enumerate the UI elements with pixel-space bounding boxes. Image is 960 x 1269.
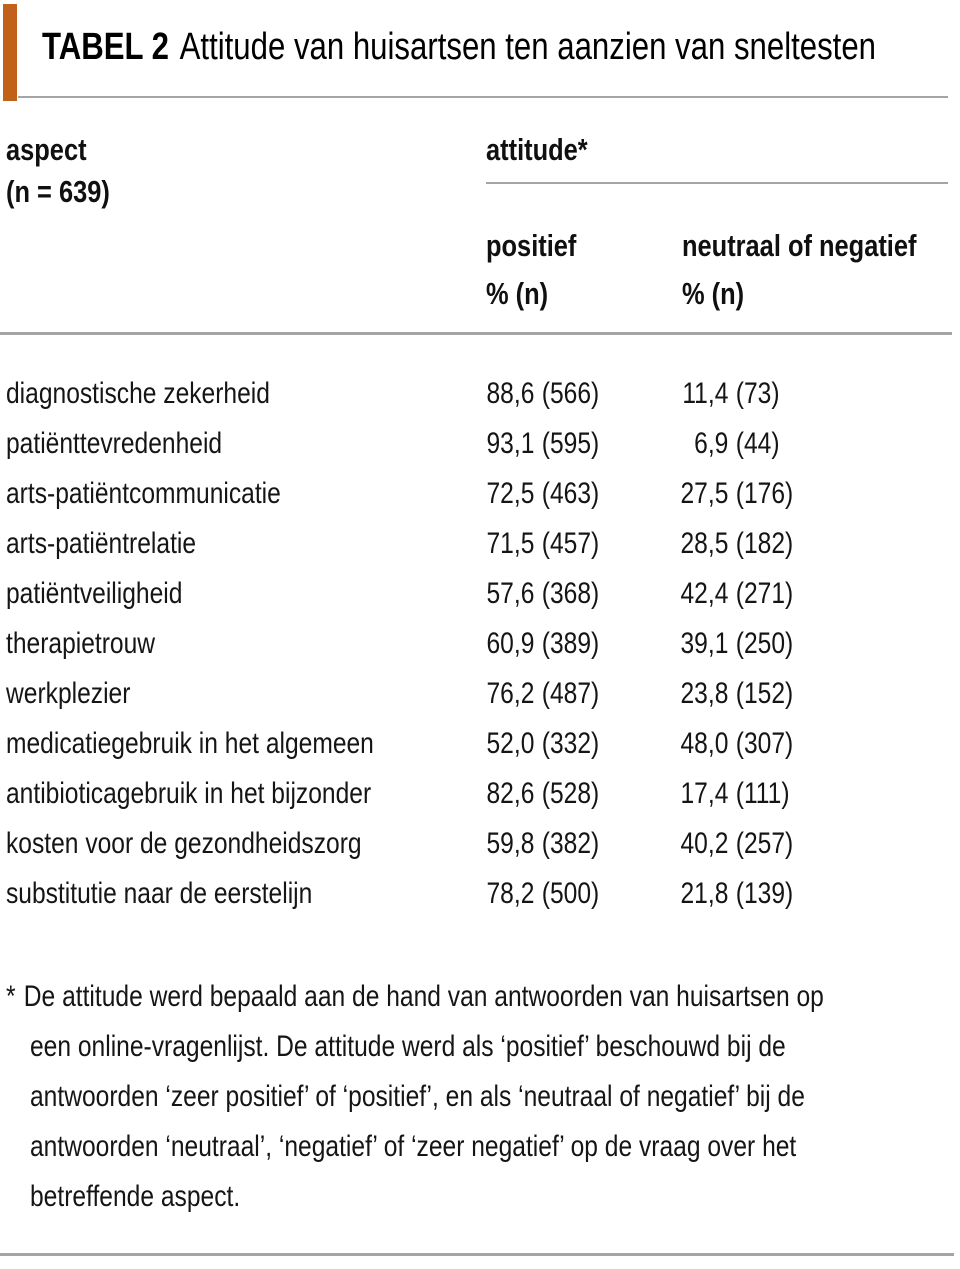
table-row (0, 519, 960, 569)
attitude-group-rule (486, 182, 948, 184)
neutraal-pct: 40,2 (680, 827, 729, 860)
footnote (6, 972, 956, 1222)
positief-value (486, 819, 599, 869)
table-row (0, 419, 960, 469)
table-row (0, 619, 960, 669)
positief-value (486, 619, 599, 669)
neutraal-pct: 17,4 (680, 777, 729, 810)
neutraal-pct: 23,8 (680, 677, 729, 710)
table-row (0, 769, 960, 819)
accent-bar (3, 4, 17, 101)
header-neutraal: neutraal of negatief (682, 228, 917, 263)
positief-n: (332) (541, 727, 600, 760)
neutraal-pct: 27,5 (680, 477, 729, 510)
table-row (0, 369, 960, 419)
neutraal-pct: 48,0 (680, 727, 729, 760)
positief-value (486, 719, 599, 769)
table-row (0, 469, 960, 519)
header-neutraal-unit: % (n) (682, 276, 745, 311)
neutraal-value (680, 569, 793, 619)
neutraal-n: (307) (735, 727, 794, 760)
positief-n: (528) (541, 777, 600, 810)
positief-pct: 76,2 (486, 677, 535, 710)
table-row (0, 669, 960, 719)
neutraal-pct: 21,8 (680, 877, 729, 910)
footnote-line: antwoorden ‘zeer positief’ of ‘positief’, en als ‘neutraal of negatief’ bij de (30, 1080, 805, 1113)
table-row (0, 719, 960, 769)
row-label: kosten voor de gezondheidszorg (6, 827, 362, 860)
neutraal-value (680, 619, 793, 669)
positief-value (486, 569, 599, 619)
row-label: antibioticagebruik in het bijzonder (6, 777, 372, 810)
header-positief-unit: % (n) (486, 276, 549, 311)
neutraal-value (680, 669, 793, 719)
positief-value (486, 519, 599, 569)
positief-n: (382) (541, 827, 600, 860)
positief-n: (457) (541, 527, 600, 560)
row-label: patiënttevredenheid (6, 427, 223, 460)
neutraal-n: (139) (735, 877, 794, 910)
row-label: werkplezier (6, 677, 131, 710)
positief-pct: 78,2 (486, 877, 535, 910)
neutraal-n: (111) (735, 777, 790, 810)
positief-pct: 57,6 (486, 577, 535, 610)
positief-pct: 82,6 (486, 777, 535, 810)
header-positief: positief (486, 228, 577, 263)
positief-pct: 93,1 (486, 427, 535, 460)
row-label: arts-patiëntcommunicatie (6, 477, 281, 510)
positief-value (486, 469, 599, 519)
footnote-text: De attitude werd bepaald aan de hand van antwoorden van huisartsen op (23, 980, 824, 1013)
neutraal-n: (152) (735, 677, 794, 710)
neutraal-pct: 39,1 (680, 627, 729, 660)
neutraal-value (680, 819, 793, 869)
positief-pct: 72,5 (486, 477, 535, 510)
positief-pct: 59,8 (486, 827, 535, 860)
positief-value (486, 369, 599, 419)
positief-n: (566) (541, 377, 600, 410)
header-bottom-rule (0, 332, 952, 335)
neutraal-value (680, 419, 780, 469)
positief-pct: 71,5 (486, 527, 535, 560)
positief-value (486, 869, 599, 919)
positief-n: (487) (541, 677, 600, 710)
neutraal-n: (250) (735, 627, 794, 660)
table-caption: Attitude van huisartsen ten aanzien van sneltesten (179, 26, 877, 68)
neutraal-value (680, 719, 793, 769)
neutraal-value (680, 519, 793, 569)
neutraal-n: (73) (735, 377, 780, 410)
positief-n: (389) (541, 627, 600, 660)
table-body (0, 369, 960, 919)
table-row (0, 869, 960, 919)
row-label: diagnostische zekerheid (6, 377, 270, 410)
neutraal-n: (176) (735, 477, 794, 510)
footnote-line: antwoorden ‘neutraal’, ‘negatief’ of ‘zeer negatief’ op de vraag over het (30, 1130, 797, 1163)
table-title (42, 22, 876, 72)
row-label: therapietrouw (6, 627, 156, 660)
neutraal-pct: 42,4 (680, 577, 729, 610)
neutraal-pct: 6,9 (694, 427, 729, 460)
positief-n: (368) (541, 577, 600, 610)
header-attitude-group: attitude* (486, 132, 588, 167)
neutraal-value (680, 469, 793, 519)
positief-pct: 88,6 (486, 377, 535, 410)
positief-n: (500) (541, 877, 600, 910)
positief-value (486, 419, 599, 469)
table-number: TABEL 2 (42, 26, 169, 68)
positief-pct: 60,9 (486, 627, 535, 660)
footnote-line (6, 972, 824, 1022)
row-label: patiëntveiligheid (6, 577, 183, 610)
neutraal-value (680, 369, 780, 419)
neutraal-n: (257) (735, 827, 794, 860)
positief-value (486, 669, 599, 719)
table-row (0, 819, 960, 869)
neutraal-pct: 28,5 (680, 527, 729, 560)
table-row (0, 569, 960, 619)
neutraal-n: (271) (735, 577, 794, 610)
header-aspect-n: (n = 639) (6, 174, 110, 209)
row-label: arts-patiëntrelatie (6, 527, 197, 560)
positief-pct: 52,0 (486, 727, 535, 760)
bottom-rule (0, 1253, 954, 1256)
title-rule (18, 96, 948, 98)
footnote-line: betreffende aspect. (30, 1180, 241, 1213)
footnote-marker: * (6, 980, 16, 1013)
neutraal-n: (182) (735, 527, 794, 560)
neutraal-n: (44) (735, 427, 780, 460)
positief-value (486, 769, 599, 819)
row-label: medicatiegebruik in het algemeen (6, 727, 374, 760)
header-aspect: aspect (6, 132, 87, 167)
row-label: substitutie naar de eerstelijn (6, 877, 313, 910)
positief-n: (463) (541, 477, 600, 510)
neutraal-pct: 11,4 (682, 377, 729, 410)
neutraal-value (680, 769, 790, 819)
footnote-line: een online-vragenlijst. De attitude werd als ‘positief’ beschouwd bij de (30, 1030, 786, 1063)
neutraal-value (680, 869, 793, 919)
positief-n: (595) (541, 427, 600, 460)
